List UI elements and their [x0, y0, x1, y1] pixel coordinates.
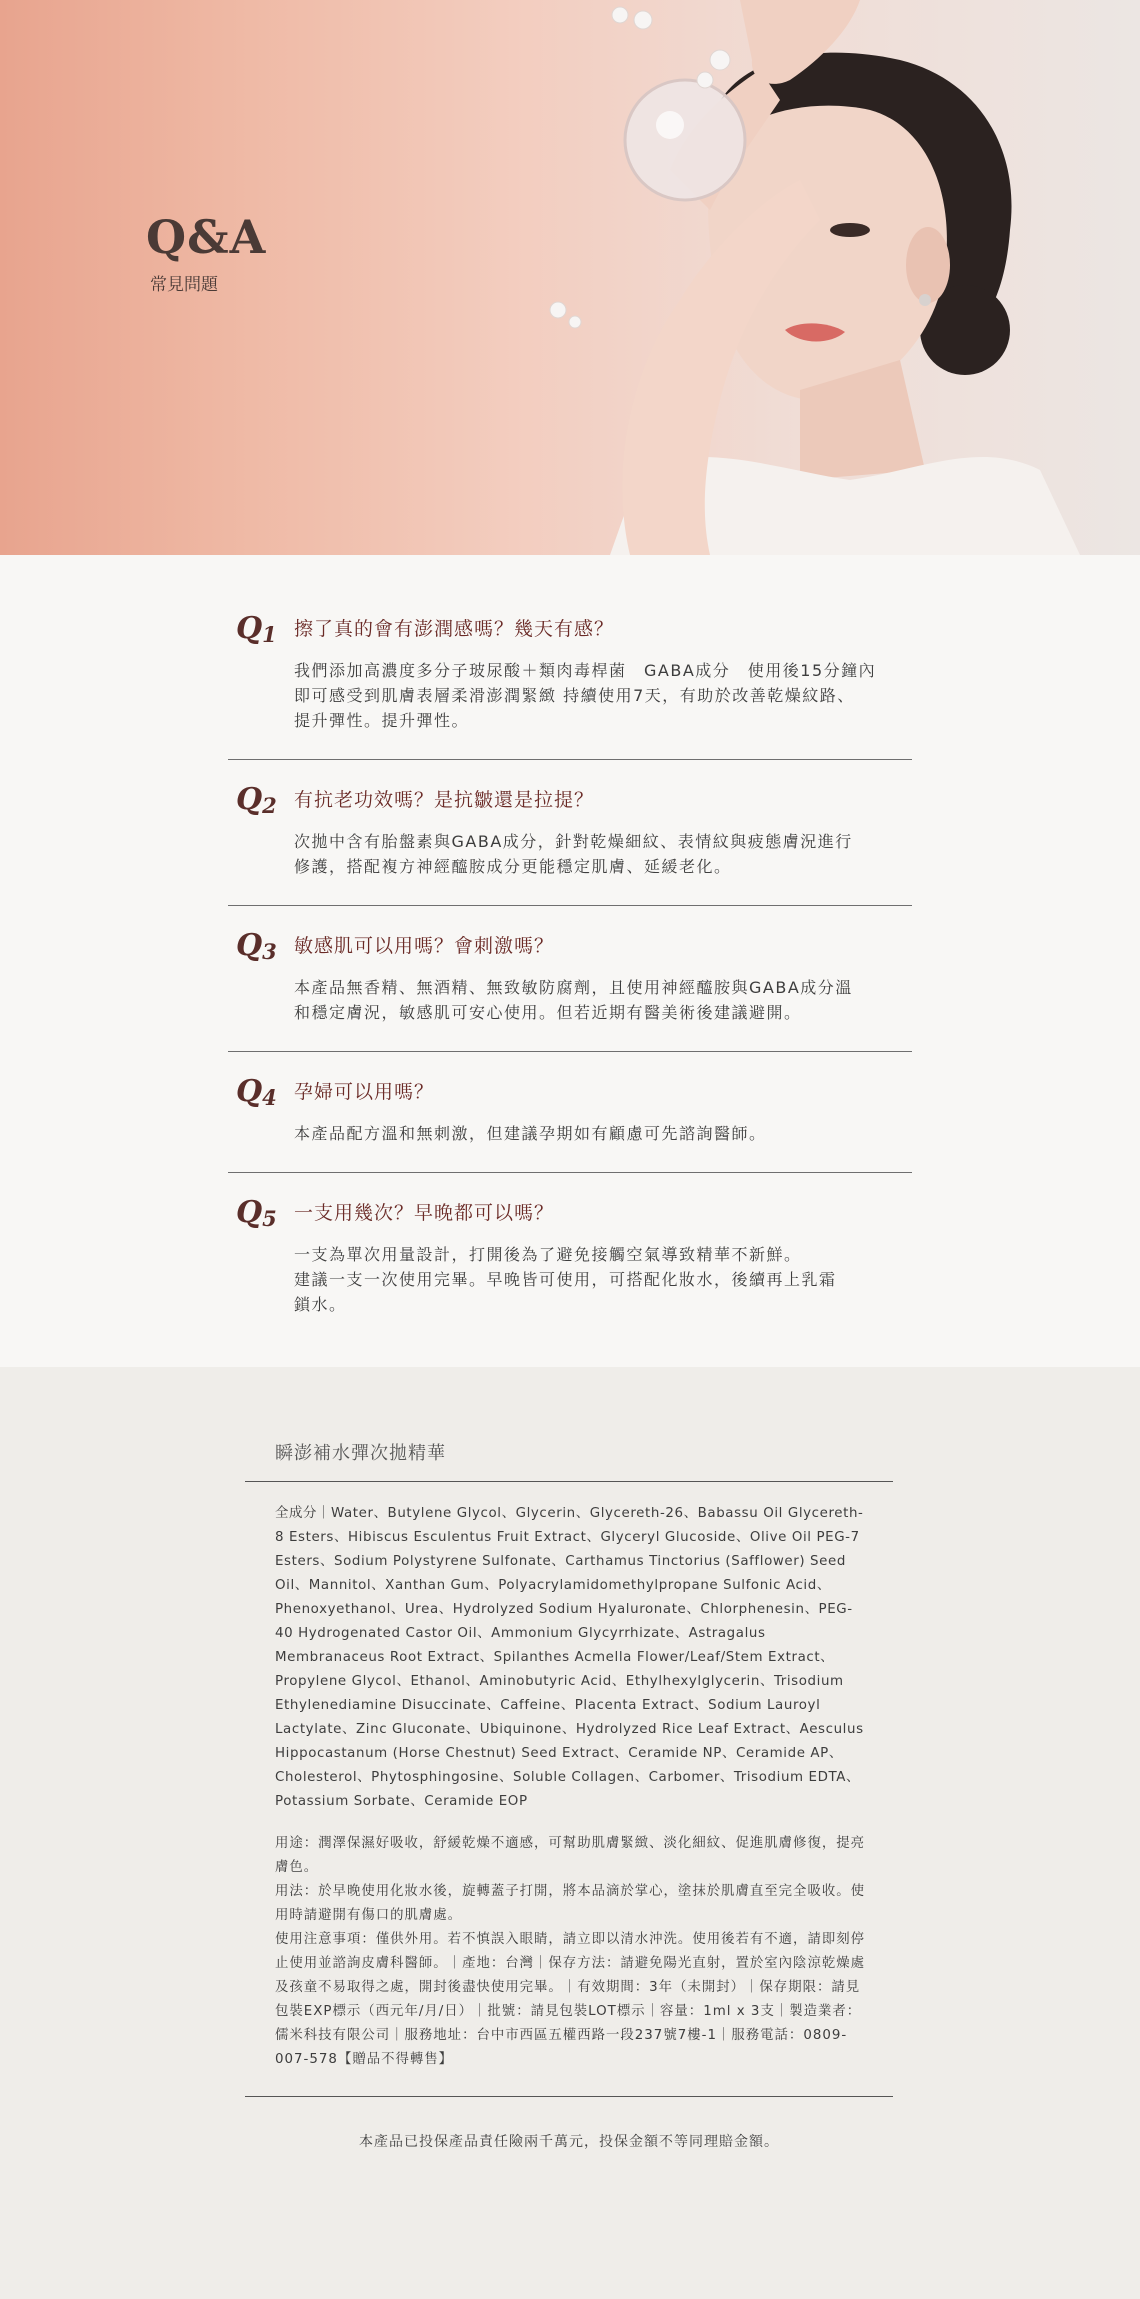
faq-item-4 — [228, 1052, 912, 1173]
question-text: 擦了真的會有澎潤感嗎？幾天有感？ — [294, 618, 615, 640]
usage-purpose: 用途：潤澤保濕好吸收，舒緩乾燥不適感，可幫助肌膚緊緻、淡化細紋、促進肌膚修復，提亮膚色。 — [275, 1836, 866, 1875]
model-holding-product-image — [380, 0, 1140, 555]
faq-item-2 — [228, 760, 912, 906]
product-spec-section — [0, 1367, 1140, 2151]
answer-text: 一支為單次用量設計，打開後為了避免接觸空氣導致精華不新鮮。 建議一支一次使用完畢。早晚皆可使用，可搭配化妝水，後續再上乳霜 鎖水。 — [294, 1245, 837, 1314]
answer-text: 本產品無香精、無酒精、無致敏防腐劑，且使用神經醯胺與GABA成分溫 和穩定膚況，敏感肌可安心使用。但若近期有醫美術後建議避開。 — [294, 978, 853, 1022]
hero-title: Q&A — [146, 210, 267, 264]
faq-section — [0, 555, 1140, 1367]
answer-text: 本產品配方溫和無刺激，但建議孕期如有顧慮可先諮詢醫師。 — [294, 1124, 767, 1143]
answer-text: 次拋中含有胎盤素與GABA成分，針對乾燥細紋、表情紋與疲態膚況進行 修護，搭配複方神經醯胺成分更能穩定肌膚、延緩老化。 — [294, 832, 853, 876]
question-text: 有抗老功效嗎？是抗皺還是拉提？ — [294, 789, 595, 811]
insurance-notice: 本產品已投保產品責任險兩千萬元，投保金額不等同理賠金額。 — [359, 2134, 779, 2150]
faq-item-1 — [228, 612, 912, 760]
hero-banner — [0, 0, 1140, 555]
question-number: $Q_2$ — [236, 782, 277, 818]
usage-method: 用法：於早晚使用化妝水後，旋轉蓋子打開，將本品滴於掌心，塗抹於肌膚直至完全吸收。使用時請避開有傷口的肌膚處。 — [275, 1884, 866, 1923]
question-number: $Q_1$ — [236, 611, 277, 647]
question-number: $Q_5$ — [236, 1195, 277, 1231]
product-name: 瞬澎補水彈次拋精華 — [245, 1439, 893, 1482]
usage-info — [275, 1832, 865, 2072]
question-text: 孕婦可以用嗎？ — [294, 1081, 435, 1103]
hero-subtitle: 常見問題 — [150, 275, 218, 295]
ingredients-list: 全成分｜Water、Butylene Glycol、Glycerin、Glycereth-26、Babassu Oil Glycereth-8 Esters、Hibiscus Esculentus Fruit Extract、Glyceryl Glucoside、Olive Oil PEG-7 Esters、Sodium Polystyrene Sulfonate、Carthamus Tinctorius (Safflower) Seed Oil、Mannitol、Xanthan Gum、Polyacrylamidomethylpropane Sulfonic Acid、Phenoxyethanol、Urea、Hydrolyzed Sodium Hyaluronate、Chlorphenesin、PEG-40 Hydrogenated Castor Oil、Ammonium Glycyrrhizate、Astragalus Membranaceus Root Extract、Spilanthes Acmella Flower/Leaf/Stem Extract、Propylene Glycol、Ethanol、Aminobutyric Acid、Ethylhexylglycerin、Trisodium Ethylenediamine Disuccinate、Caffeine、Placenta Extract、Sodium Lauroyl Lactylate、Zinc Gluconate、Ubiquinone、Hydrolyzed Rice Leaf Extract、Aesculus Hippocastanum (Horse Chestnut) Seed Extract、Ceramide NP、Ceramide AP、Cholesterol、Phytosphingosine、Soluble Collagen、Carbomer、Trisodium EDTA、Potassium Sorbate、Ceramide EOP — [275, 1506, 864, 1809]
divider — [245, 2096, 893, 2097]
faq-list — [228, 612, 912, 1343]
question-number: $Q_4$ — [236, 1074, 277, 1110]
question-text: 一支用幾次？早晚都可以嗎？ — [294, 1202, 555, 1224]
question-text: 敏感肌可以用嗎？會刺激嗎？ — [294, 935, 555, 957]
usage-notes: 使用注意事項：僅供外用。若不慎誤入眼睛，請立即以清水沖洗。使用後若有不適，請即刻停止使用並諮詢皮膚科醫師。｜產地：台灣｜保存方法：請避免陽光直射，置於室內陰涼乾燥處及孩童不易取得之處，開封後盡快使用完畢。｜有效期間：3年（未開封）｜保存期限：請見包裝EXP標示（西元年/月/日）｜批號：請見包裝LOT標示｜容量：1ml x 3支｜製造業者：儒米科技有限公司｜服務地址：台中市西區五權西路一段237號7樓-1｜服務電話：0809-007-578【贈品不得轉售】 — [275, 1932, 866, 2067]
faq-item-3 — [228, 906, 912, 1052]
question-number: $Q_3$ — [236, 928, 277, 964]
answer-text: 我們添加高濃度多分子玻尿酸＋類肉毒桿菌 GABA成分 使用後15分鐘內 即可感受到肌膚表層柔滑澎潤緊緻 持續使用7天，有助於改善乾燥紋路、 提升彈性。提升彈性。 — [294, 661, 877, 730]
faq-item-5 — [228, 1173, 912, 1343]
